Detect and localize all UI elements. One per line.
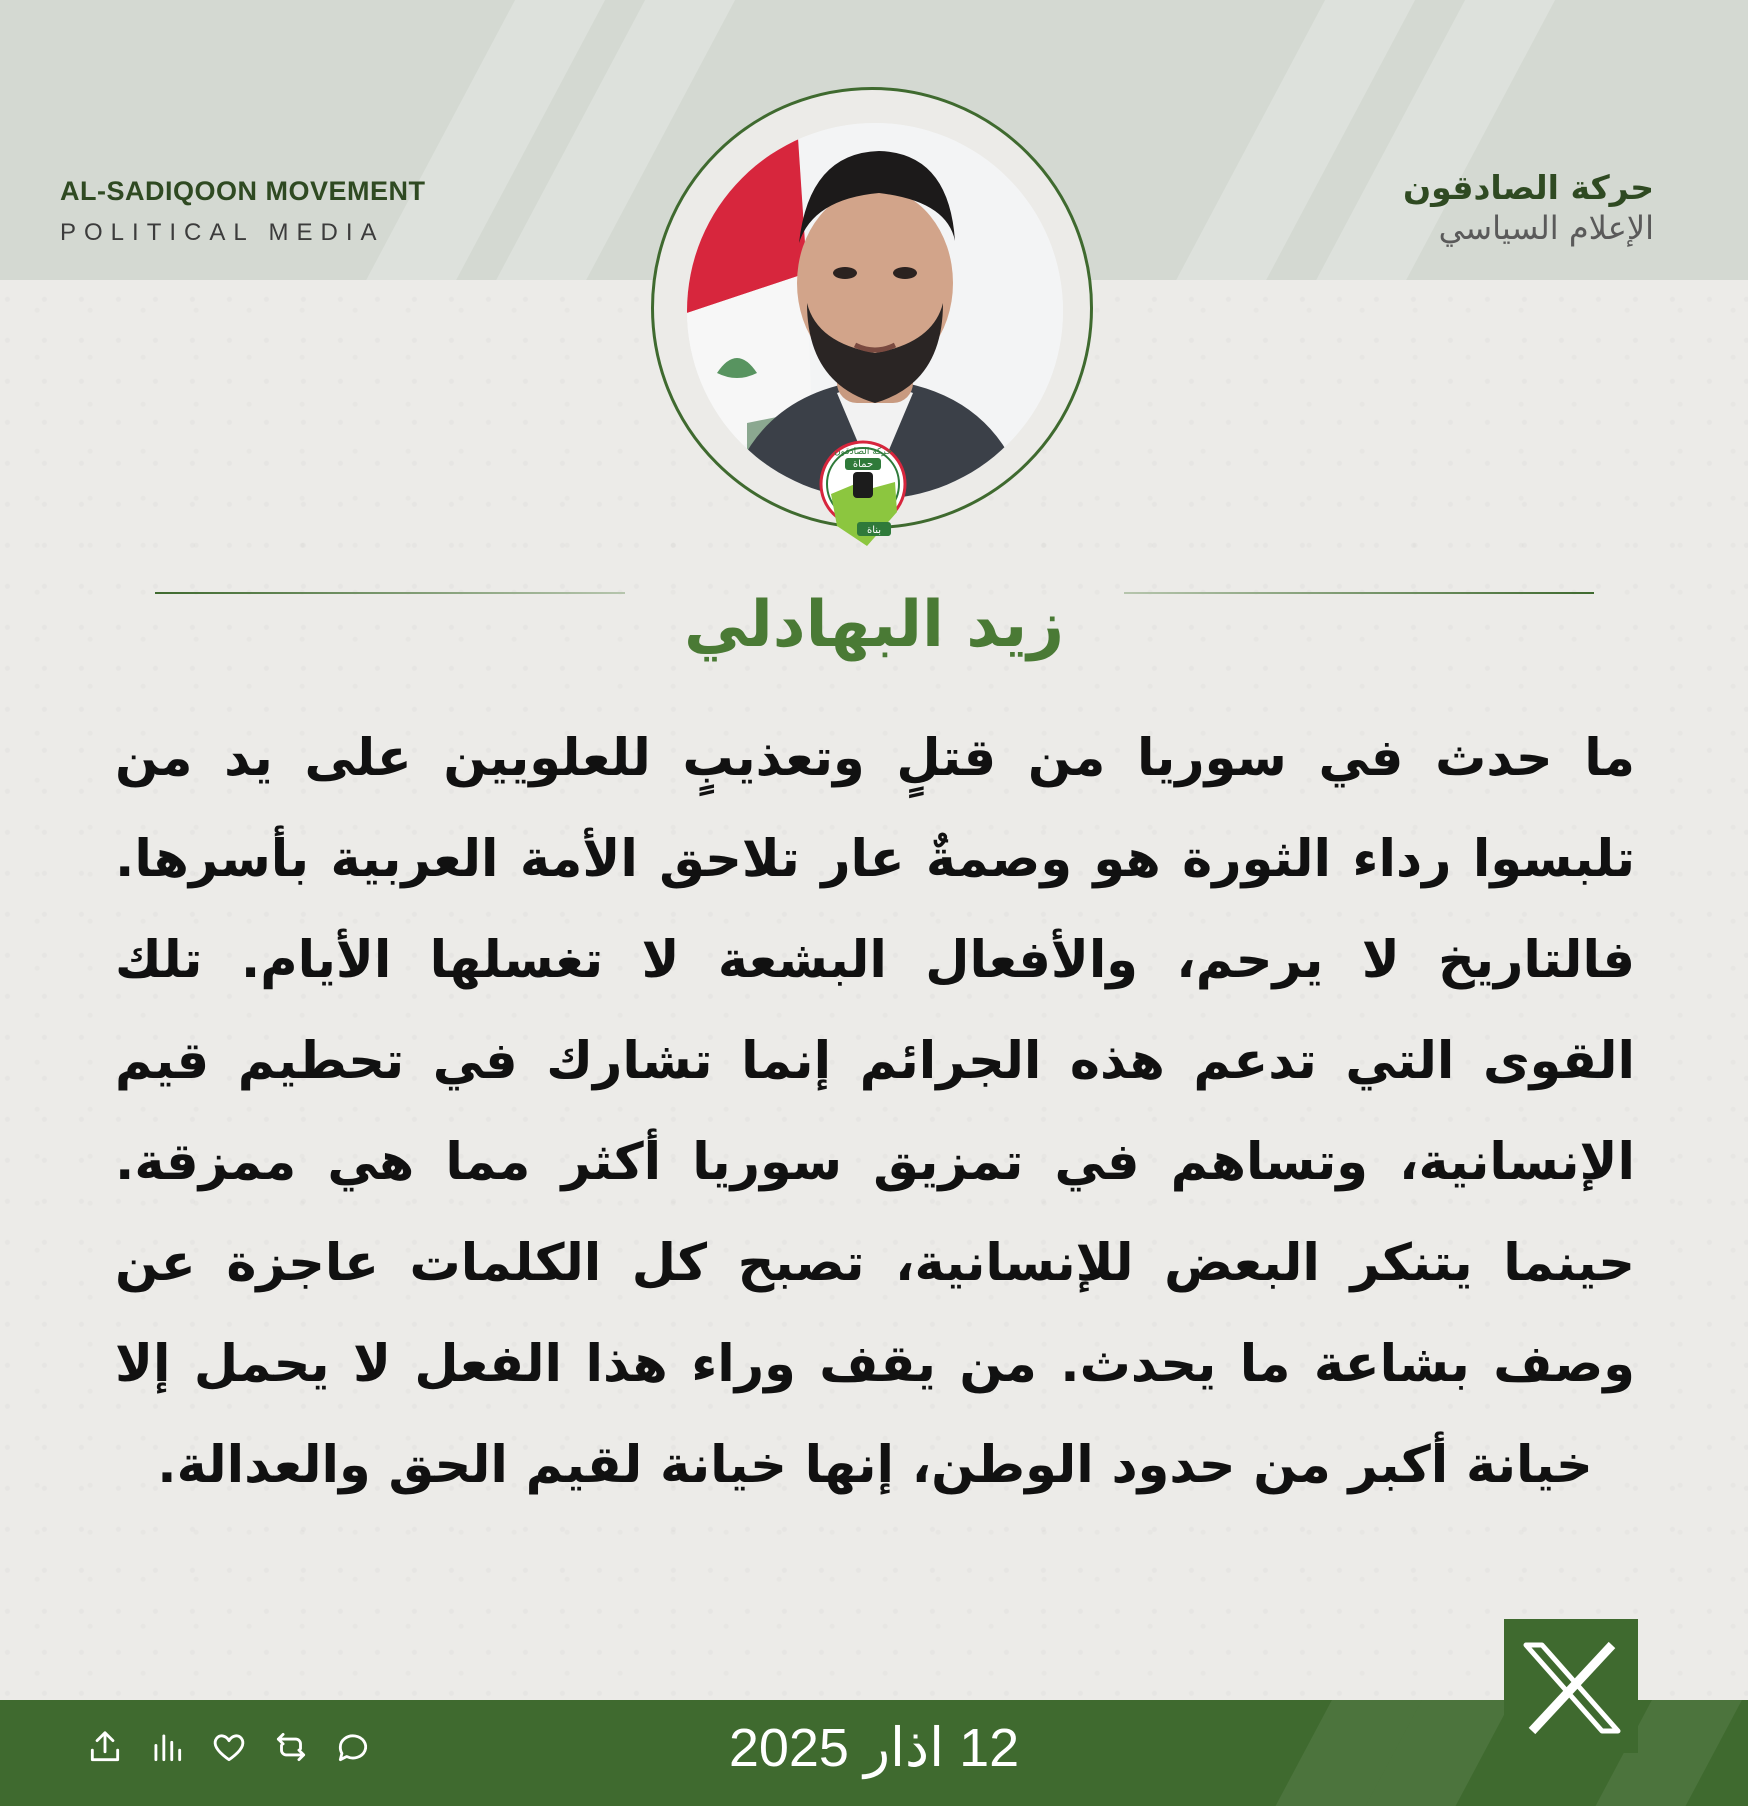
logo-top-word: حماة [852,459,874,470]
divider-left [155,592,625,594]
brand-arabic [1403,168,1654,247]
brand-ar-title: حركة الصادقون [1402,168,1654,207]
logo-emblem-icon [817,438,909,550]
logo-arc-text: حركة الصادقون [834,447,892,457]
movement-logo [817,438,909,550]
x-logo-icon [1504,1619,1638,1753]
post-date: 12 اذار 2025 [728,1718,1020,1778]
divider-right [1124,592,1594,594]
share-icon[interactable] [86,1728,124,1766]
logo-bottom-word: بناة [866,525,882,536]
repost-icon[interactable] [272,1728,310,1766]
x-platform-badge [1504,1619,1638,1753]
heart-icon[interactable] [210,1728,248,1766]
brand-en-subtitle: POLITICAL MEDIA [60,219,385,246]
statement-text: ما حدث في سوريا من قتلٍ وتعذيبٍ للعلويين على يد من تلبسوا رداء الثورة هو وصمةٌ عار تلاحق الأمة العربية بأسرها. فالتاريخ لا يرحم، والأفعال البشعة لا تغسلها الأيام. تلك القوى التي تدعم هذه الجرائم إنما تشارك في تحطيم قيم الإنسانية، وتساهم في تمزيق سوريا أكثر مما هي ممزقة. حينما يتنكر البعض للإنسانية، تصبح كل الكلمات عاجزة عن وصف بشاعة ما يحدث. من يقف وراء هذا الفعل لا يحمل إلا خيانة أكبر من حدود الوطن، إنها خيانة لقيم الحق والعدالة. [115,729,1635,1495]
engagement-icons [86,1728,372,1766]
brand-ar-subtitle: الإعلام السياسي [1438,209,1654,247]
author-name: زيد البهادلي [683,588,1065,662]
brand-en-title: AL-SADIQOON MOVEMENT [60,176,426,206]
reply-icon[interactable] [334,1728,372,1766]
stats-icon[interactable] [148,1728,186,1766]
brand-english [60,176,426,247]
